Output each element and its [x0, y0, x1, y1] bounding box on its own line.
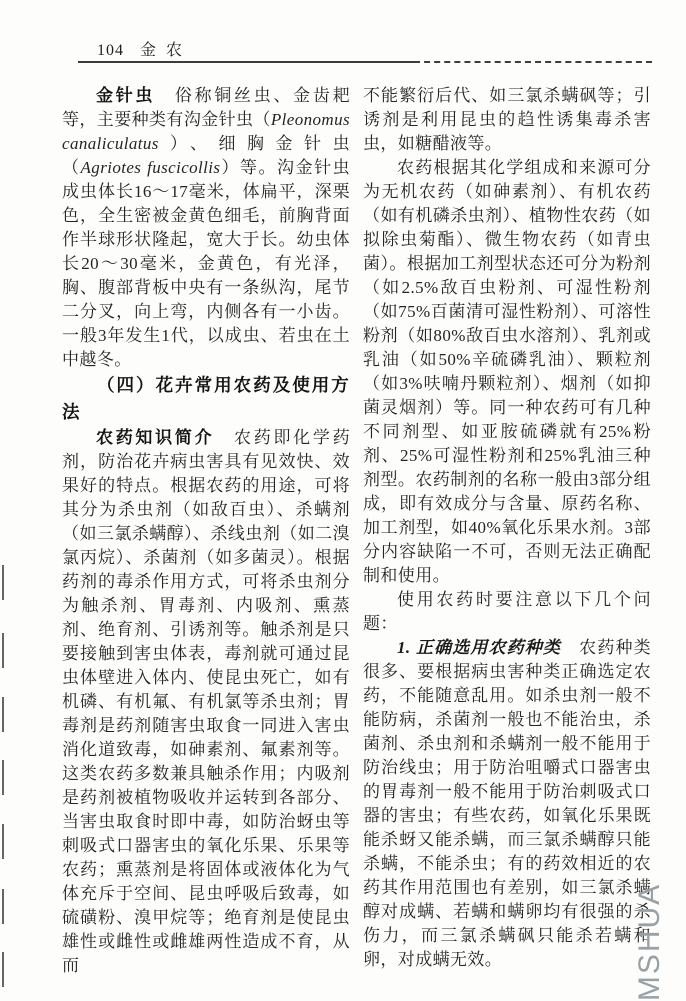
book-title: 金农 [140, 42, 193, 59]
latin-species-name: Agriotes fuscicollis [80, 158, 221, 177]
header-rule [78, 61, 652, 63]
watermark: MSHUA [633, 882, 666, 1001]
header-rule-dashed-segment [414, 61, 652, 63]
paragraph-text: 俗称铜丝虫、金齿耙等，主要种类有沟金针虫（ [62, 86, 351, 129]
numbered-item-lead: 1. 正确选用农药种类 [397, 638, 562, 657]
paragraph-text: 农药即化学药剂，防治花卉病虫害具有见效快、效果好的特点。根据农药的用途，可将其分为杀虫剂（如敌百虫）、杀螨剂（如三氯杀螨醇）、杀线虫剂（如二溴氯丙烷）、杀菌剂（如多菌灵）。根据药剂的毒杀作用方式，可将杀虫剂分为触杀剂、胃毒剂、内吸剂、熏蒸剂、绝育剂、引诱剂等。触杀剂是只要接触到害虫体表，毒剂就可通过昆虫体壁进入体内、使昆虫死亡，如有机磷、有机氟、有机氯等杀虫剂；胃毒剂是药剂随害虫取食一同进入害虫消化道致毒，如砷素剂、氟素剂等。这类农药多数兼具触杀作用；内吸剂是药剂被植物吸收并运转到各部分、当害虫取食时即中毒，如防治蚜虫等刺吸式口器害虫的氧化乐果、乐果等农药；熏蒸剂是将固体或液体化为气体充斥于空间、昆虫呼吸后致毒，如硫磺粉、溴甲烷等；绝育剂是使昆虫雄性或雌性或雌雄两性造成不育，从而 [62, 428, 350, 975]
page-edge-artifact [2, 824, 4, 859]
paragraph-usage-note: 使用农药时要注意以下几个问题： [363, 590, 651, 633]
paragraph-jinzhenchong [62, 84, 350, 372]
left-column [62, 84, 350, 978]
paragraph-classification: 农药根据其化学组成和来源可分为无机农药（如砷素剂）、有机农药（如有机磷杀虫剂）、植物性农药（如拟除虫菊酯）、微生物农药（如青虫菌）。根据加工剂型状态还可分为粉剂（如2.5%敌百虫粉剂、可湿性粉剂（如75%百菌清可湿性粉剂）、可溶性粉剂（如80%敌百虫水溶剂）、乳剂或乳油（如50%辛硫磷乳油）、颗粒剂（如3%呋喃丹颗粒剂）、烟剂（如抑菌灵烟剂）等。同一种农药可有几种不同剂型、如亚胺硫磷就有25%粉剂、25%可湿性粉剂和25%乳油三种剂型。农药制剂的名称一般由3部分组成，即有效成分与含量、原药名称、加工剂型，如40%氧化乐果水剂。3部分内容缺陷一不可，否则无法正确配制和使用。 [363, 158, 651, 585]
right-column [363, 84, 651, 978]
paragraph-item-1 [363, 636, 651, 972]
latin-species-name: Pleonomus canaliculatus [62, 110, 350, 153]
page-edge-artifact [2, 565, 4, 600]
section-heading: （四）花卉常用农药及使用方法 [62, 375, 350, 422]
paragraph-text: ）等。沟金针虫成虫体长16～17毫米，体扁平，深栗色，全生密被金黄色细毛，前胸背面作半球形状隆起，宽大于长。幼虫体长20～30毫米，金黄色，有光泽，胸、腹部背板中央有一条纵沟，尾节二分叉，向上弯，内侧各有一小齿。一般3年发生1代，以成虫、若虫在土中越冬。 [62, 158, 350, 369]
paragraph-lead-term: 金针虫 [96, 86, 156, 105]
page-edge-artifact [2, 889, 4, 924]
header-rule-solid-segment [78, 61, 414, 63]
page-edge-artifact [2, 697, 4, 732]
paragraph-lead-term: 农药知识简介 [96, 428, 215, 447]
paragraph-pesticide-intro [62, 426, 350, 978]
page-edge-artifact [2, 760, 4, 795]
text-columns [62, 84, 651, 978]
page-number: 104 [97, 42, 124, 59]
page-edge-artifact [2, 952, 4, 987]
paragraph-text: ）、细胸金针虫（ [62, 134, 350, 177]
page-edge-artifact [2, 633, 4, 668]
page-header [97, 37, 192, 60]
paragraph-text: 农药种类很多、要根据病虫害种类正确选定农药，不能随意乱用。如杀虫剂一般不能防病，杀菌剂一般也不能治虫，杀菌剂、杀虫剂和杀螨剂一般不能用于防治线虫；用于防治咀嚼式口器害虫的胃毒剂一般不能用于防治刺吸式口器的害虫；有些农药，如氧化乐果既能杀蚜又能杀螨，而三氯杀螨醇只能杀螨，不能杀虫；有的药效相近的农药其作用范围也有差别，如三氯杀螨醇对成螨、若螨和螨卵均有很强的杀伤力，而三氯杀螨砜只能杀若螨和卵，对成螨无效。 [363, 638, 651, 969]
paragraph-continuation: 不能繁衍后代、如三氯杀螨砜等；引诱剂是利用昆虫的趋性诱集毒杀害虫，如糖醋液等。 [363, 86, 651, 153]
